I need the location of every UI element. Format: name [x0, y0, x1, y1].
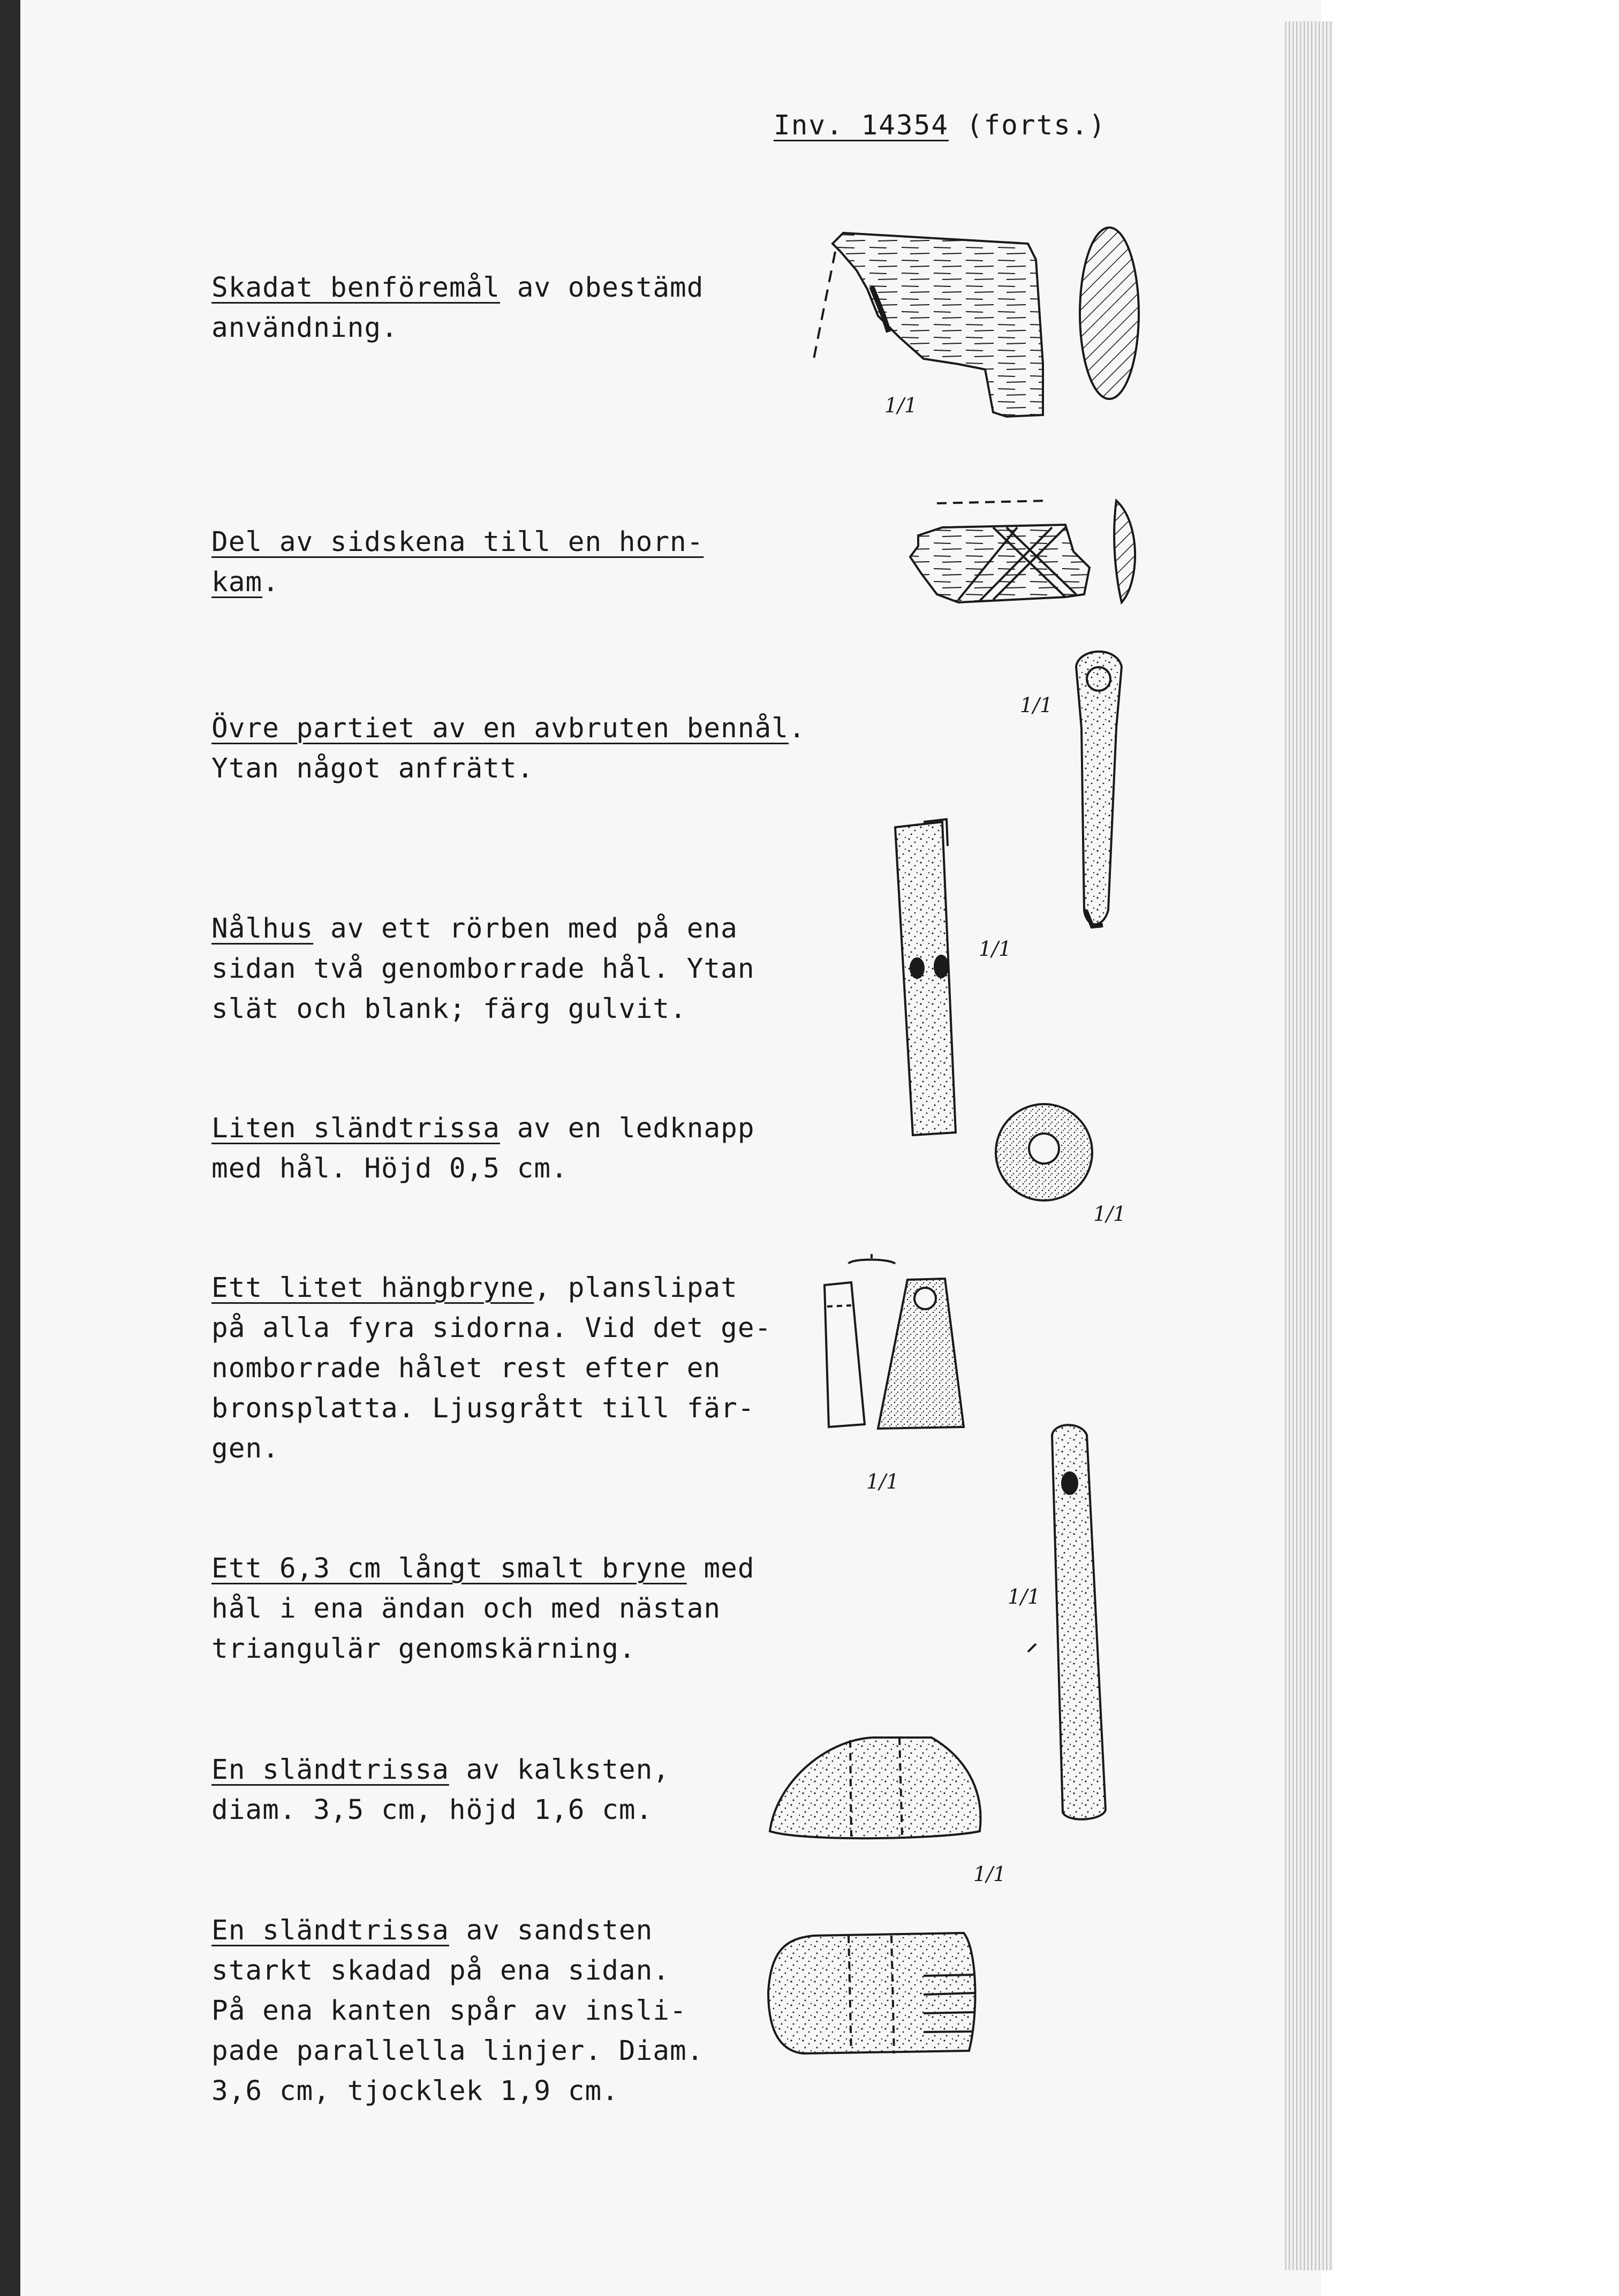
- comb-side-plate-drawing: [910, 501, 1135, 602]
- bone-needle-drawing: [1076, 652, 1122, 926]
- entry-line: Övre partiet av en avbruten bennål.: [211, 713, 806, 744]
- entry-line: gen.: [211, 1433, 279, 1464]
- bone-object-drawing: [814, 228, 1139, 417]
- inventory-suffix: (forts.): [949, 110, 1107, 141]
- entry-line: slät och blank; färg gulvit.: [211, 993, 687, 1025]
- entry-title: Liten sländtrissa: [211, 1113, 500, 1144]
- needle-case-drawing: [895, 819, 956, 1135]
- scale-label: 1/1: [973, 1862, 1007, 1886]
- scale-label: 1/1: [1020, 693, 1053, 717]
- entry-title: Nålhus: [211, 913, 314, 945]
- entry-line: kam.: [211, 567, 279, 598]
- entry-line: Liten sländtrissa av en ledknapp: [211, 1113, 755, 1144]
- entry-line: En sländtrissa av kalksten,: [211, 1754, 670, 1786]
- entry-title: En sländtrissa: [211, 1754, 449, 1786]
- scale-label: 1/1: [979, 937, 1012, 961]
- entry-line: hål i ena ändan och med nästan: [211, 1593, 721, 1625]
- scale-label: 1/1: [884, 394, 918, 417]
- entry-line: starkt skadad på ena sidan.: [211, 1955, 670, 1987]
- entry-line: användning.: [211, 312, 398, 344]
- entry-line: 3,6 cm, tjocklek 1,9 cm.: [211, 2075, 619, 2107]
- entry-line: diam. 3,5 cm, höjd 1,6 cm.: [211, 1794, 653, 1826]
- scale-label: 1/1: [866, 1470, 899, 1493]
- entry-line: Ett litet hängbryne, planslipat: [211, 1272, 738, 1304]
- pendant-whetstone-drawing: [824, 1254, 964, 1429]
- entry-title: Del av sidskena till en horn-: [211, 526, 704, 558]
- entry-title: Ett 6,3 cm långt smalt bryne: [211, 1553, 687, 1584]
- entry-line: På ena kanten spår av insli-: [211, 1995, 687, 2027]
- entry-line: på alla fyra sidorna. Vid det ge-: [211, 1312, 772, 1344]
- scale-label: 1/1: [1093, 1202, 1126, 1226]
- entry-line: En sländtrissa av sandsten: [211, 1915, 653, 1946]
- entry-line: bronsplatta. Ljusgrått till fär-: [211, 1393, 755, 1424]
- bone-whorl-drawing: [996, 1104, 1092, 1200]
- entry-line: triangulär genomskärning.: [211, 1633, 636, 1665]
- entry-line: sidan två genomborrade hål. Ytan: [211, 953, 755, 985]
- entry-title: Skadat benföremål: [211, 272, 500, 304]
- entry-line: pade parallella linjer. Diam.: [211, 2035, 704, 2067]
- entry-line: Ett 6,3 cm långt smalt bryne med: [211, 1553, 755, 1584]
- entry-title: En sländtrissa: [211, 1915, 449, 1946]
- entry-line: nomborrade hålet rest efter en: [211, 1353, 721, 1384]
- sandstone-whorl-drawing: [768, 1933, 975, 2053]
- scale-label: 1/1: [1008, 1585, 1041, 1608]
- entry-line: Skadat benföremål av obestämd: [211, 272, 704, 304]
- entry-title: Ett litet hängbryne: [211, 1272, 534, 1304]
- entry-line: Nålhus av ett rörben med på ena: [211, 913, 738, 945]
- long-whetstone-drawing: [1028, 1425, 1106, 1819]
- limestone-whorl-drawing: [770, 1738, 981, 1838]
- entry-line: med hål. Höjd 0,5 cm.: [211, 1153, 568, 1184]
- entry-title: Övre partiet av en avbruten bennål: [211, 713, 789, 744]
- inventory-number: Inv. 14354: [774, 110, 949, 141]
- entry-line: Ytan något anfrätt.: [211, 753, 534, 784]
